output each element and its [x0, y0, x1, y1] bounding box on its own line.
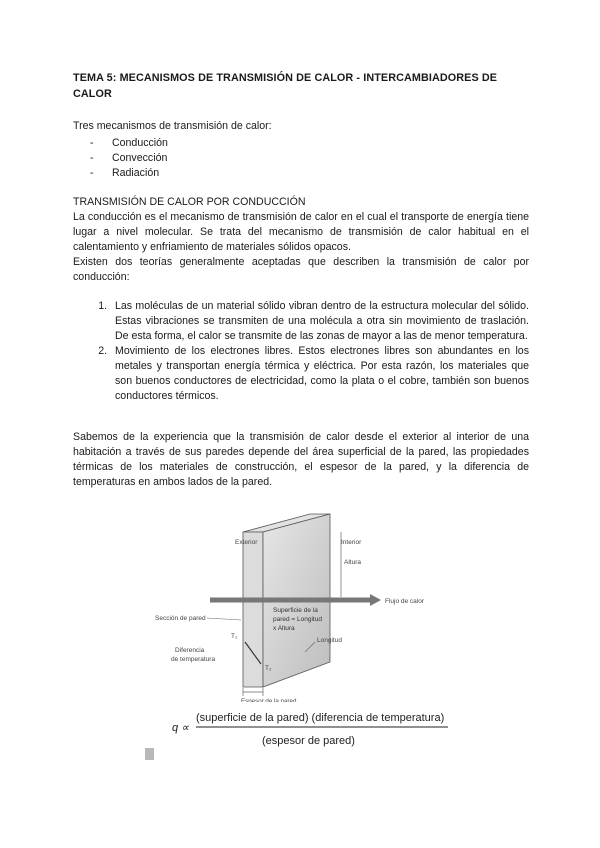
conduction-formula — [172, 704, 452, 760]
list-item: - Conducción — [90, 137, 168, 149]
formula-denominator: (espesor de pared) — [262, 735, 355, 747]
label-altura: Altura — [344, 559, 361, 566]
list-item: - Convección — [90, 152, 168, 164]
label-superficie-3: x Altura — [273, 625, 295, 632]
label-t1: T₁ — [231, 633, 238, 640]
intro-text: Tres mecanismos de transmisión de calor: — [73, 120, 272, 132]
formula-numerator: (superficie de la pared) (diferencia de temperatura) — [196, 712, 445, 724]
mechanism-list — [73, 136, 529, 181]
wall-diagram — [155, 512, 445, 702]
formula-lhs: q ∝ — [172, 722, 190, 734]
label-espesor: Espesor de la pared — [241, 698, 297, 702]
label-t2: T₂ — [265, 665, 272, 672]
label-superficie-1: Superficie de la — [273, 607, 318, 614]
label-interior: Interior — [341, 539, 362, 546]
paragraph-conduction: La conducción es el mecanismo de transmisión de calor en el cual el transporte de energía tiene lugar a nivel molecular. Se trata del mecanismo de transmisión de calor habitual en el calentamiento y enfriamiento de materiales sólidos opacos. — [73, 211, 529, 253]
label-flujo: Flujo de calor — [385, 598, 425, 605]
page-title: TEMA 5: MECANISMOS DE TRANSMISIÓN DE CALOR - INTERCAMBIADORES DE CALOR — [73, 72, 498, 100]
section-heading: TRANSMISIÓN DE CALOR POR CONDUCCIÓN — [73, 196, 306, 208]
paragraph-theories-intro: Existen dos teorías generalmente aceptadas que describen la transmisión de calor por conducción: — [73, 256, 529, 283]
document-body — [73, 70, 529, 490]
arrow-head-icon — [370, 594, 381, 606]
label-seccion: Sección de pared — [155, 615, 206, 622]
label-longitud: Longitud — [317, 637, 342, 644]
paragraph-experience: Sabemos de la experiencia que la transmisión de calor desde el exterior al interior de una habitación a través de sus paredes depende del área superficial de la pared, las propiedades térmicas de los materiales de construcción, el espesor de la pared, y la diferencia de temperaturas en ambos lados de la pared. — [73, 431, 529, 488]
list-item: 2. Movimiento de los electrones libres. Estos electrones libres son abundantes en los metales y transportan energía térmica y eléctrica. Por esta razón, los materiales que son buenos conductores de electricidad, como la plata o el cobre, también son buenos conductores térmicos. — [110, 344, 529, 404]
page-marker — [145, 748, 154, 760]
wall-conduction-figure — [155, 512, 445, 702]
label-diferencia-2: de temperatura — [171, 656, 216, 663]
label-superficie-2: pared = Longitud — [273, 616, 322, 623]
wall-section-face — [243, 532, 263, 687]
list-item: - Radiación — [90, 167, 160, 179]
formula-graphic — [172, 704, 452, 760]
label-diferencia-1: Diferencia — [175, 647, 205, 654]
list-item: 1. Las moléculas de un material sólido vibran dentro de la estructura molecular del sólido. Estas vibraciones se transmiten de una molécula a otra sin movimiento de traslación. De esta forma, el calor se transmite de las zonas de mayor a las de menor temperatura. — [110, 299, 529, 344]
theories-list — [73, 299, 529, 404]
label-exterior: Exterior — [235, 539, 258, 546]
